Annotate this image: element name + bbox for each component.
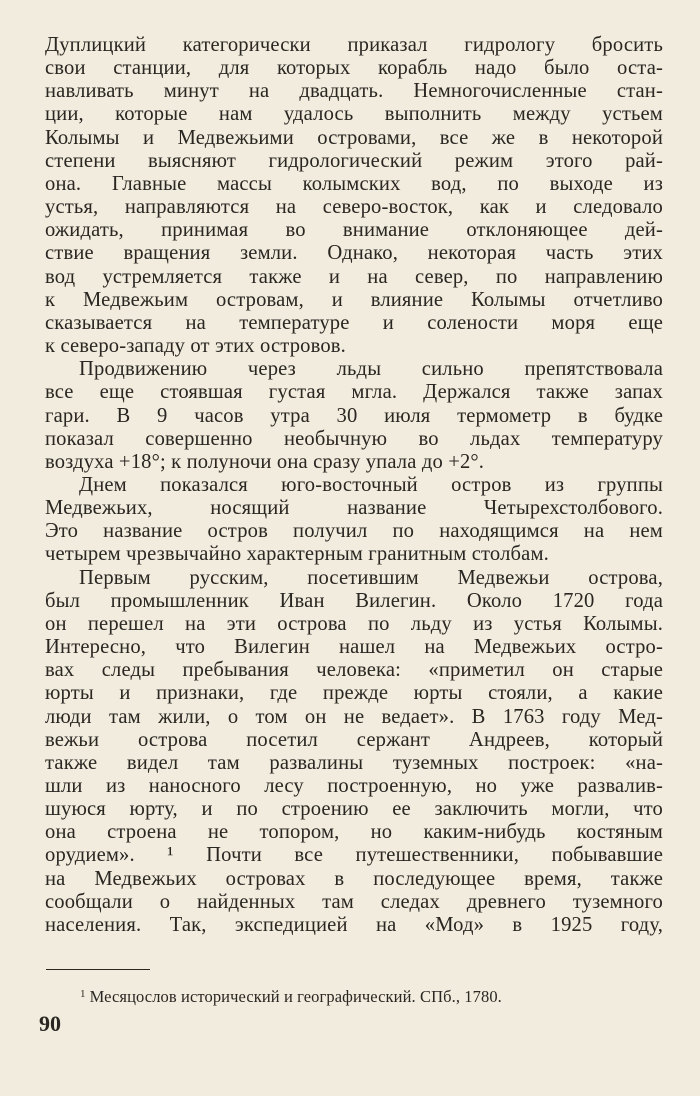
page-number: 90 [39, 1011, 61, 1036]
footnote [80, 983, 502, 1008]
text-line: показал совершенно необычную во льдах температуру [45, 427, 663, 450]
paragraph [45, 358, 663, 474]
text-line: она строена не топором, но каким-нибудь костяным [45, 821, 663, 844]
text-line: к Медвежьим островам, и влияние Колымы отчетливо [45, 288, 663, 311]
text-line: Дуплицкий категорически приказал гидрологу бросить [45, 34, 663, 56]
text-line: шли из наносного лесу построенную, но уже развалив- [45, 775, 663, 797]
text-line: Медвежьих, носящий название Четырехстолбового. [45, 497, 663, 520]
text-line: Это название остров получил по находящимся на нем [45, 520, 663, 543]
text-line: также видел там развалины туземных построек: «на- [45, 751, 663, 774]
text-line: ции, которые нам удалось выполнить между устьем [45, 103, 663, 126]
footnote-text: Месяцослов исторический и географический. СПб., 1780. [89, 987, 502, 1006]
text-line: гари. В 9 часов утра 30 июля термометр в будке [45, 404, 663, 427]
text-line: на Медвежьих островах в последующее время, также [45, 867, 663, 890]
text-line: орудием». ¹ Почти все путешественники, побывавшие [45, 844, 663, 867]
text-line: ствие вращения земли. Однако, некоторая часть этих [45, 242, 663, 265]
footnote-separator [46, 969, 150, 970]
text-line: воздуха +18°; к полуночи она сразу упала до +2°. [45, 450, 485, 473]
text-line: Первым русским, посетившим Медвежьи острова, [79, 566, 663, 589]
text-line: она. Главные массы колымских вод, по выходе из [45, 172, 663, 195]
footnote-mark: 1 [80, 988, 86, 1000]
text-line: он перешел на эти острова по льду из устья Колымы. [45, 612, 663, 635]
text-line: вод устремляется также и на север, по направлению [45, 265, 663, 288]
text-line: сообщали о найденных там следах древнего туземного [45, 890, 663, 913]
text-line: Днем показался юго-восточный остров из группы [79, 473, 663, 496]
text-line: был промышленник Иван Вилегин. Около 1720 года [45, 589, 663, 612]
paragraph [45, 34, 663, 358]
text-line: устья, направляются на северо-восток, как и следовало [45, 196, 663, 219]
text-line: степени выясняют гидрологический режим этого рай- [45, 149, 663, 172]
paragraph [45, 567, 663, 938]
text-line: свои станции, для которых корабль надо было оста- [45, 57, 663, 80]
text-line: Интересно, что Вилегин нашел на Медвежьих остро- [45, 636, 663, 659]
body-text [45, 34, 663, 937]
text-line: юрты и признаки, где прежде юрты стояли, а какие [45, 682, 663, 705]
text-line: вах следы пребывания человека: «приметил он старые [45, 659, 663, 682]
text-line: люди там жили, о том он не ведает». В 1763 году Мед- [45, 705, 663, 728]
text-line: Продвижению через льды сильно препятствовала [79, 358, 663, 381]
paragraph [45, 474, 663, 567]
text-line: населения. Так, экспедицией на «Мод» в 1925 году, [45, 913, 663, 936]
text-line: четырем чрезвычайно характерным гранитным столбам. [45, 543, 549, 566]
text-line: к северо-западу от этих островов. [45, 335, 346, 358]
text-line: все еще стоявшая густая мгла. Держался также запах [45, 381, 663, 404]
text-line: Колымы и Медвежьими островами, все же в некоторой [45, 126, 663, 149]
text-line: навливать минут на двадцать. Немногочисленные стан- [45, 80, 663, 103]
text-line: ожидать, принимая во внимание отклоняющее дей- [45, 219, 663, 242]
text-line: шуюся юрту, и по строению ее заключить могли, что [45, 798, 663, 821]
text-line: сказывается на температуре и солености моря еще [45, 311, 663, 334]
text-line: вежьи острова посетил сержант Андреев, который [45, 728, 663, 751]
